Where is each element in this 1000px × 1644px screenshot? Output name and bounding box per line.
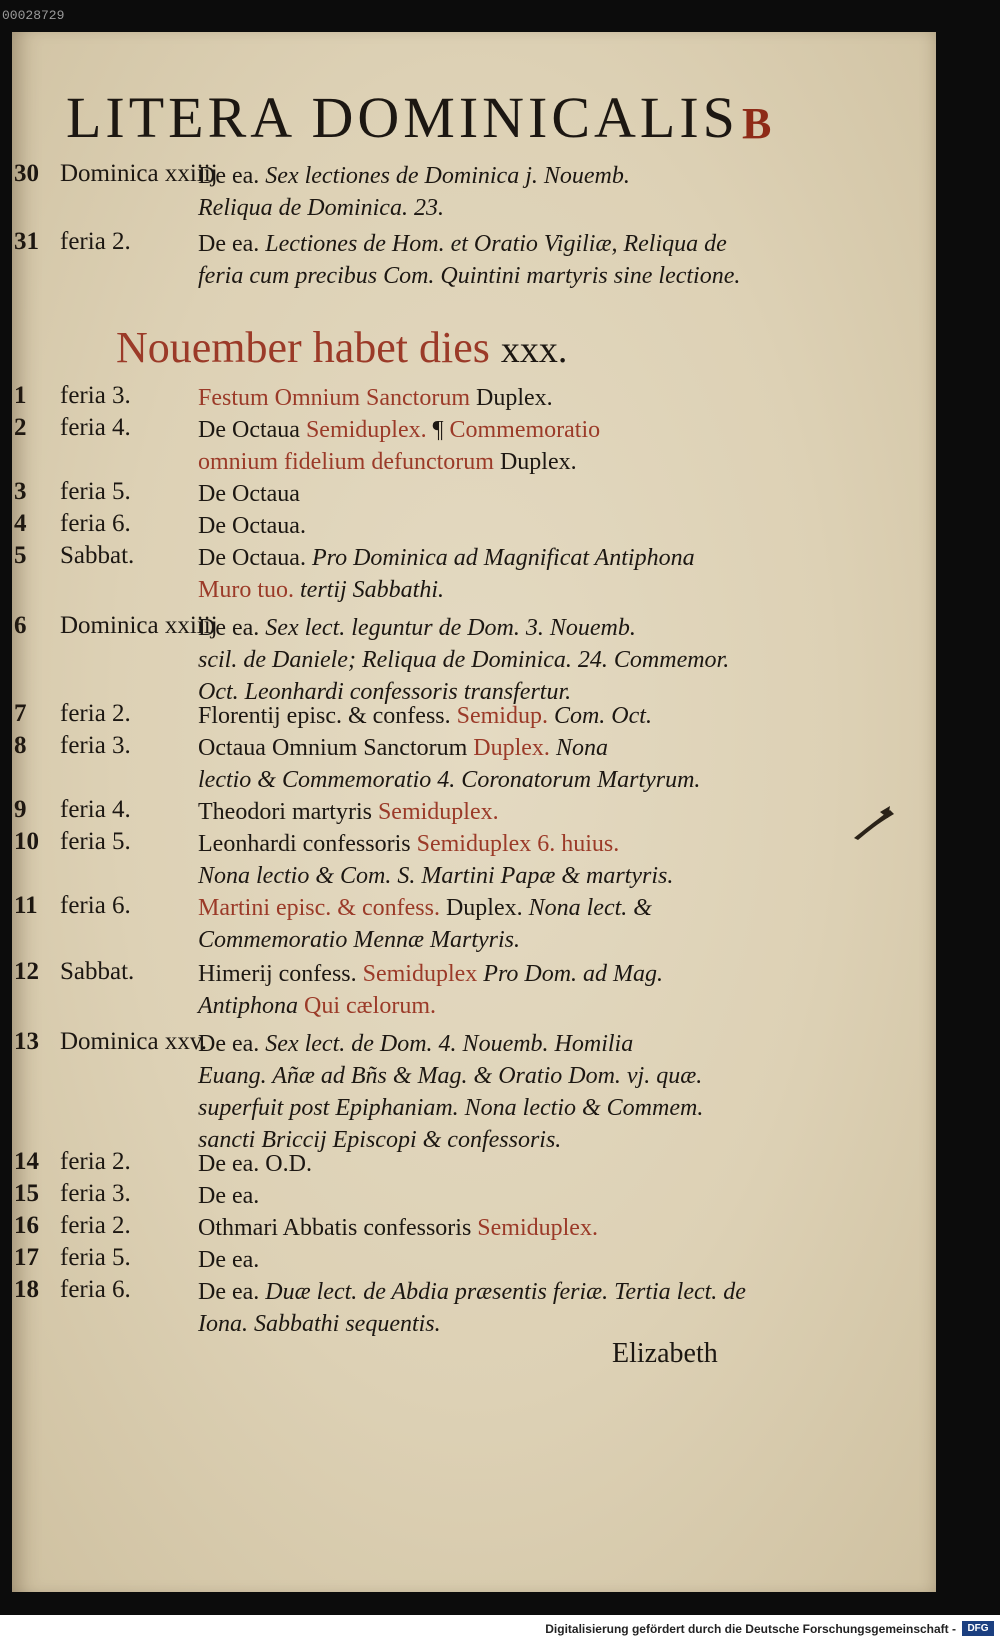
entry-text: Antiphona: [198, 993, 304, 1019]
weekday-label: Sabbat.: [60, 542, 135, 569]
weekday-label: feria 6.: [60, 1276, 131, 1303]
entry-text: De ea. O.D.: [198, 1151, 312, 1177]
entry-text: Nona lect. &: [528, 895, 652, 921]
rubric-text: Commemoratio: [449, 417, 601, 443]
weekday-label: feria 4.: [60, 414, 131, 441]
day-number: 11: [14, 892, 38, 919]
rubric-text: Duplex.: [473, 735, 556, 761]
entry-text: De ea.: [198, 1279, 266, 1305]
day-number: 3: [14, 478, 27, 505]
weekday-label: feria 2.: [60, 700, 131, 727]
month-days-count: xxx.: [500, 329, 568, 371]
entry-text: Sex lectiones de Dominica j. Nouemb.: [265, 163, 630, 189]
archive-code: 00028729: [2, 8, 65, 23]
entry-text-line: [198, 478, 300, 510]
day-number: 2: [14, 414, 27, 441]
day-number: 30: [14, 160, 39, 187]
entry-text: scil. de Daniele; Reliqua de Dominica. 24. Commemor.: [198, 647, 730, 673]
entry-text: De ea.: [198, 163, 266, 189]
entry-text-line: [198, 644, 729, 676]
rubric-text: Semiduplex.: [377, 799, 499, 825]
rubric-text: Semiduplex: [362, 961, 484, 987]
weekday-label: Dominica xxiiij: [60, 160, 218, 187]
rubric-text: Festum Omnium Sanctorum: [198, 385, 476, 411]
day-number: 7: [14, 700, 27, 727]
entry-text-line: [198, 574, 444, 606]
entry-text: feria cum precibus Com. Quintini martyris sine lectione.: [198, 263, 741, 289]
weekday-label: feria 3.: [60, 1180, 131, 1207]
entry-text-line: [198, 1148, 312, 1180]
rubric-text: Semidup.: [456, 703, 554, 729]
weekday-label: Dominica xxv.: [60, 1028, 207, 1055]
weekday-label: feria 4.: [60, 796, 131, 823]
entry-text: Nona: [555, 735, 608, 761]
entry-text-line: [198, 732, 608, 764]
dominical-letter: B: [742, 99, 772, 148]
day-number: 5: [14, 542, 27, 569]
entry-text: De ea.: [198, 1031, 266, 1057]
day-number: 10: [14, 828, 39, 855]
month-heading-text: Nouember habet dies: [116, 323, 490, 372]
entry-text: Florentij episc. & confess.: [198, 703, 457, 729]
weekday-label: feria 5.: [60, 478, 131, 505]
entry-text: ¶: [432, 417, 450, 443]
entry-text: Reliqua de Dominica. 23.: [198, 195, 444, 221]
entry-text-line: [198, 990, 436, 1022]
day-number: 12: [14, 958, 39, 985]
entry-text-line: [198, 828, 619, 860]
rubric-text: Semiduplex.: [477, 1215, 598, 1241]
entry-text: Duæ lect. de Abdia præsentis feriæ. Tertia lect. de: [265, 1279, 746, 1305]
entry-text-line: [198, 542, 695, 574]
rubric-text: Semiduplex.: [305, 417, 433, 443]
entry-text-line: [198, 1308, 441, 1340]
entry-text-line: [198, 860, 673, 892]
footer-bar: [0, 1615, 1000, 1644]
weekday-label: Sabbat.: [60, 958, 135, 985]
weekday-label: feria 3.: [60, 382, 131, 409]
day-number: 31: [14, 228, 39, 255]
entry-text-line: [198, 382, 553, 414]
weekday-label: feria 2.: [60, 228, 131, 255]
entry-text: tertij Sabbathi.: [300, 577, 444, 603]
entry-text-line: [198, 192, 444, 224]
rubric-text: omnium fidelium defunctorum: [198, 449, 500, 475]
entry-text: Othmari Abbatis confessoris: [198, 1215, 478, 1241]
entry-text: Euang. Añæ ad Bñs & Mag. & Oratio Dom. vj. quæ.: [198, 1063, 703, 1089]
rubric-text: Muro tuo.: [198, 577, 300, 603]
entry-text: De Octaua.: [198, 513, 306, 539]
day-number: 18: [14, 1276, 39, 1303]
footer-credit: Digitalisierung gefördert durch die Deutsche Forschungsgemeinschaft -: [545, 1622, 956, 1636]
day-number: 1: [14, 382, 27, 409]
entry-text: De ea.: [198, 1183, 260, 1209]
entry-text-line: [198, 260, 740, 292]
entry-text: Pro Dom. ad Mag.: [483, 961, 664, 987]
rubric-text: Martini episc. & confess.: [198, 895, 446, 921]
entry-text-line: [198, 1180, 259, 1212]
entry-text-line: [198, 1212, 598, 1244]
dfg-logo: DFG: [962, 1621, 994, 1636]
entry-text: De Octaua: [198, 481, 300, 507]
rubric-text: Semiduplex 6. huius.: [416, 831, 620, 857]
entry-text-line: [198, 612, 636, 644]
weekday-label: feria 2.: [60, 1148, 131, 1175]
day-number: 9: [14, 796, 27, 823]
entry-text-line: [198, 924, 520, 956]
entry-text-line: [198, 700, 652, 732]
entry-text: Duplex.: [476, 385, 553, 411]
entry-text-line: [198, 892, 652, 924]
entry-text-line: [198, 1244, 259, 1276]
entry-text: lectio & Commemoratio 4. Coronatorum Martyrum.: [198, 767, 701, 793]
entry-text: Oct. Leonhardi confessoris transfertur.: [198, 679, 572, 705]
entry-text: Commemoratio Mennæ Martyris.: [198, 927, 520, 953]
weekday-label: feria 6.: [60, 892, 131, 919]
entry-text: De Octaua.: [198, 545, 312, 571]
entry-text: Pro Dominica ad Magnificat Antiphona: [311, 545, 695, 571]
entry-text-line: [198, 958, 663, 990]
book-page: [12, 32, 936, 1592]
entry-text-line: [198, 446, 577, 478]
catchword: Elizabeth: [612, 1338, 718, 1369]
weekday-label: feria 5.: [60, 1244, 131, 1271]
weekday-label: feria 3.: [60, 732, 131, 759]
entry-text: Sex lect. de Dom. 4. Nouemb. Homilia: [265, 1031, 634, 1057]
entry-text-line: [198, 1276, 746, 1308]
weekday-label: feria 5.: [60, 828, 131, 855]
rubric-text: Qui cælorum.: [304, 993, 436, 1019]
day-number: 8: [14, 732, 27, 759]
day-number: 14: [14, 1148, 39, 1175]
entry-text: superfuit post Epiphaniam. Nona lectio & Commem.: [198, 1095, 704, 1121]
day-number: 15: [14, 1180, 39, 1207]
entry-text: Sex lect. leguntur de Dom. 3. Nouemb.: [265, 615, 636, 641]
entry-text: Iona. Sabbathi sequentis.: [198, 1311, 441, 1337]
entry-text: Himerij confess.: [198, 961, 363, 987]
entry-text: De Octaua: [198, 417, 306, 443]
entry-text-line: [198, 1060, 702, 1092]
entry-text-line: [198, 414, 600, 446]
day-number: 13: [14, 1028, 39, 1055]
entry-text-line: [198, 510, 306, 542]
entry-text: Nona lectio & Com. S. Martini Papæ & martyris.: [198, 863, 674, 889]
entry-text: De ea.: [198, 1247, 260, 1273]
day-number: 4: [14, 510, 27, 537]
entry-text: sancti Briccij Episcopi & confessoris.: [198, 1127, 562, 1153]
entry-text-line: [198, 1092, 703, 1124]
entry-text: Leonhardi confessoris: [198, 831, 417, 857]
entry-text-line: [198, 764, 700, 796]
entry-text: Octaua Omnium Sanctorum: [198, 735, 474, 761]
page-title: LITERA DOMINICALIS: [66, 85, 739, 150]
entry-text: Com. Oct.: [553, 703, 652, 729]
ink-mark-icon: [850, 804, 900, 844]
entry-text-line: [198, 228, 727, 260]
entry-text-line: [198, 1028, 633, 1060]
day-number: 6: [14, 612, 27, 639]
entry-text: Theodori martyris: [198, 799, 378, 825]
day-number: 16: [14, 1212, 39, 1239]
entry-text: Lectiones de Hom. et Oratio Vigiliæ, Reliqua de: [265, 231, 727, 257]
weekday-label: feria 6.: [60, 510, 131, 537]
entry-text-line: [198, 796, 499, 828]
entry-text: Duplex.: [499, 449, 577, 475]
month-heading: [116, 322, 567, 373]
weekday-label: feria 2.: [60, 1212, 131, 1239]
page-header: [50, 84, 770, 166]
weekday-label: Dominica xxiiij: [60, 612, 218, 639]
entry-text: De ea.: [198, 231, 266, 257]
entry-text-line: [198, 160, 630, 192]
entry-text: Duplex.: [445, 895, 529, 921]
entry-text: De ea.: [198, 615, 266, 641]
day-number: 17: [14, 1244, 39, 1271]
